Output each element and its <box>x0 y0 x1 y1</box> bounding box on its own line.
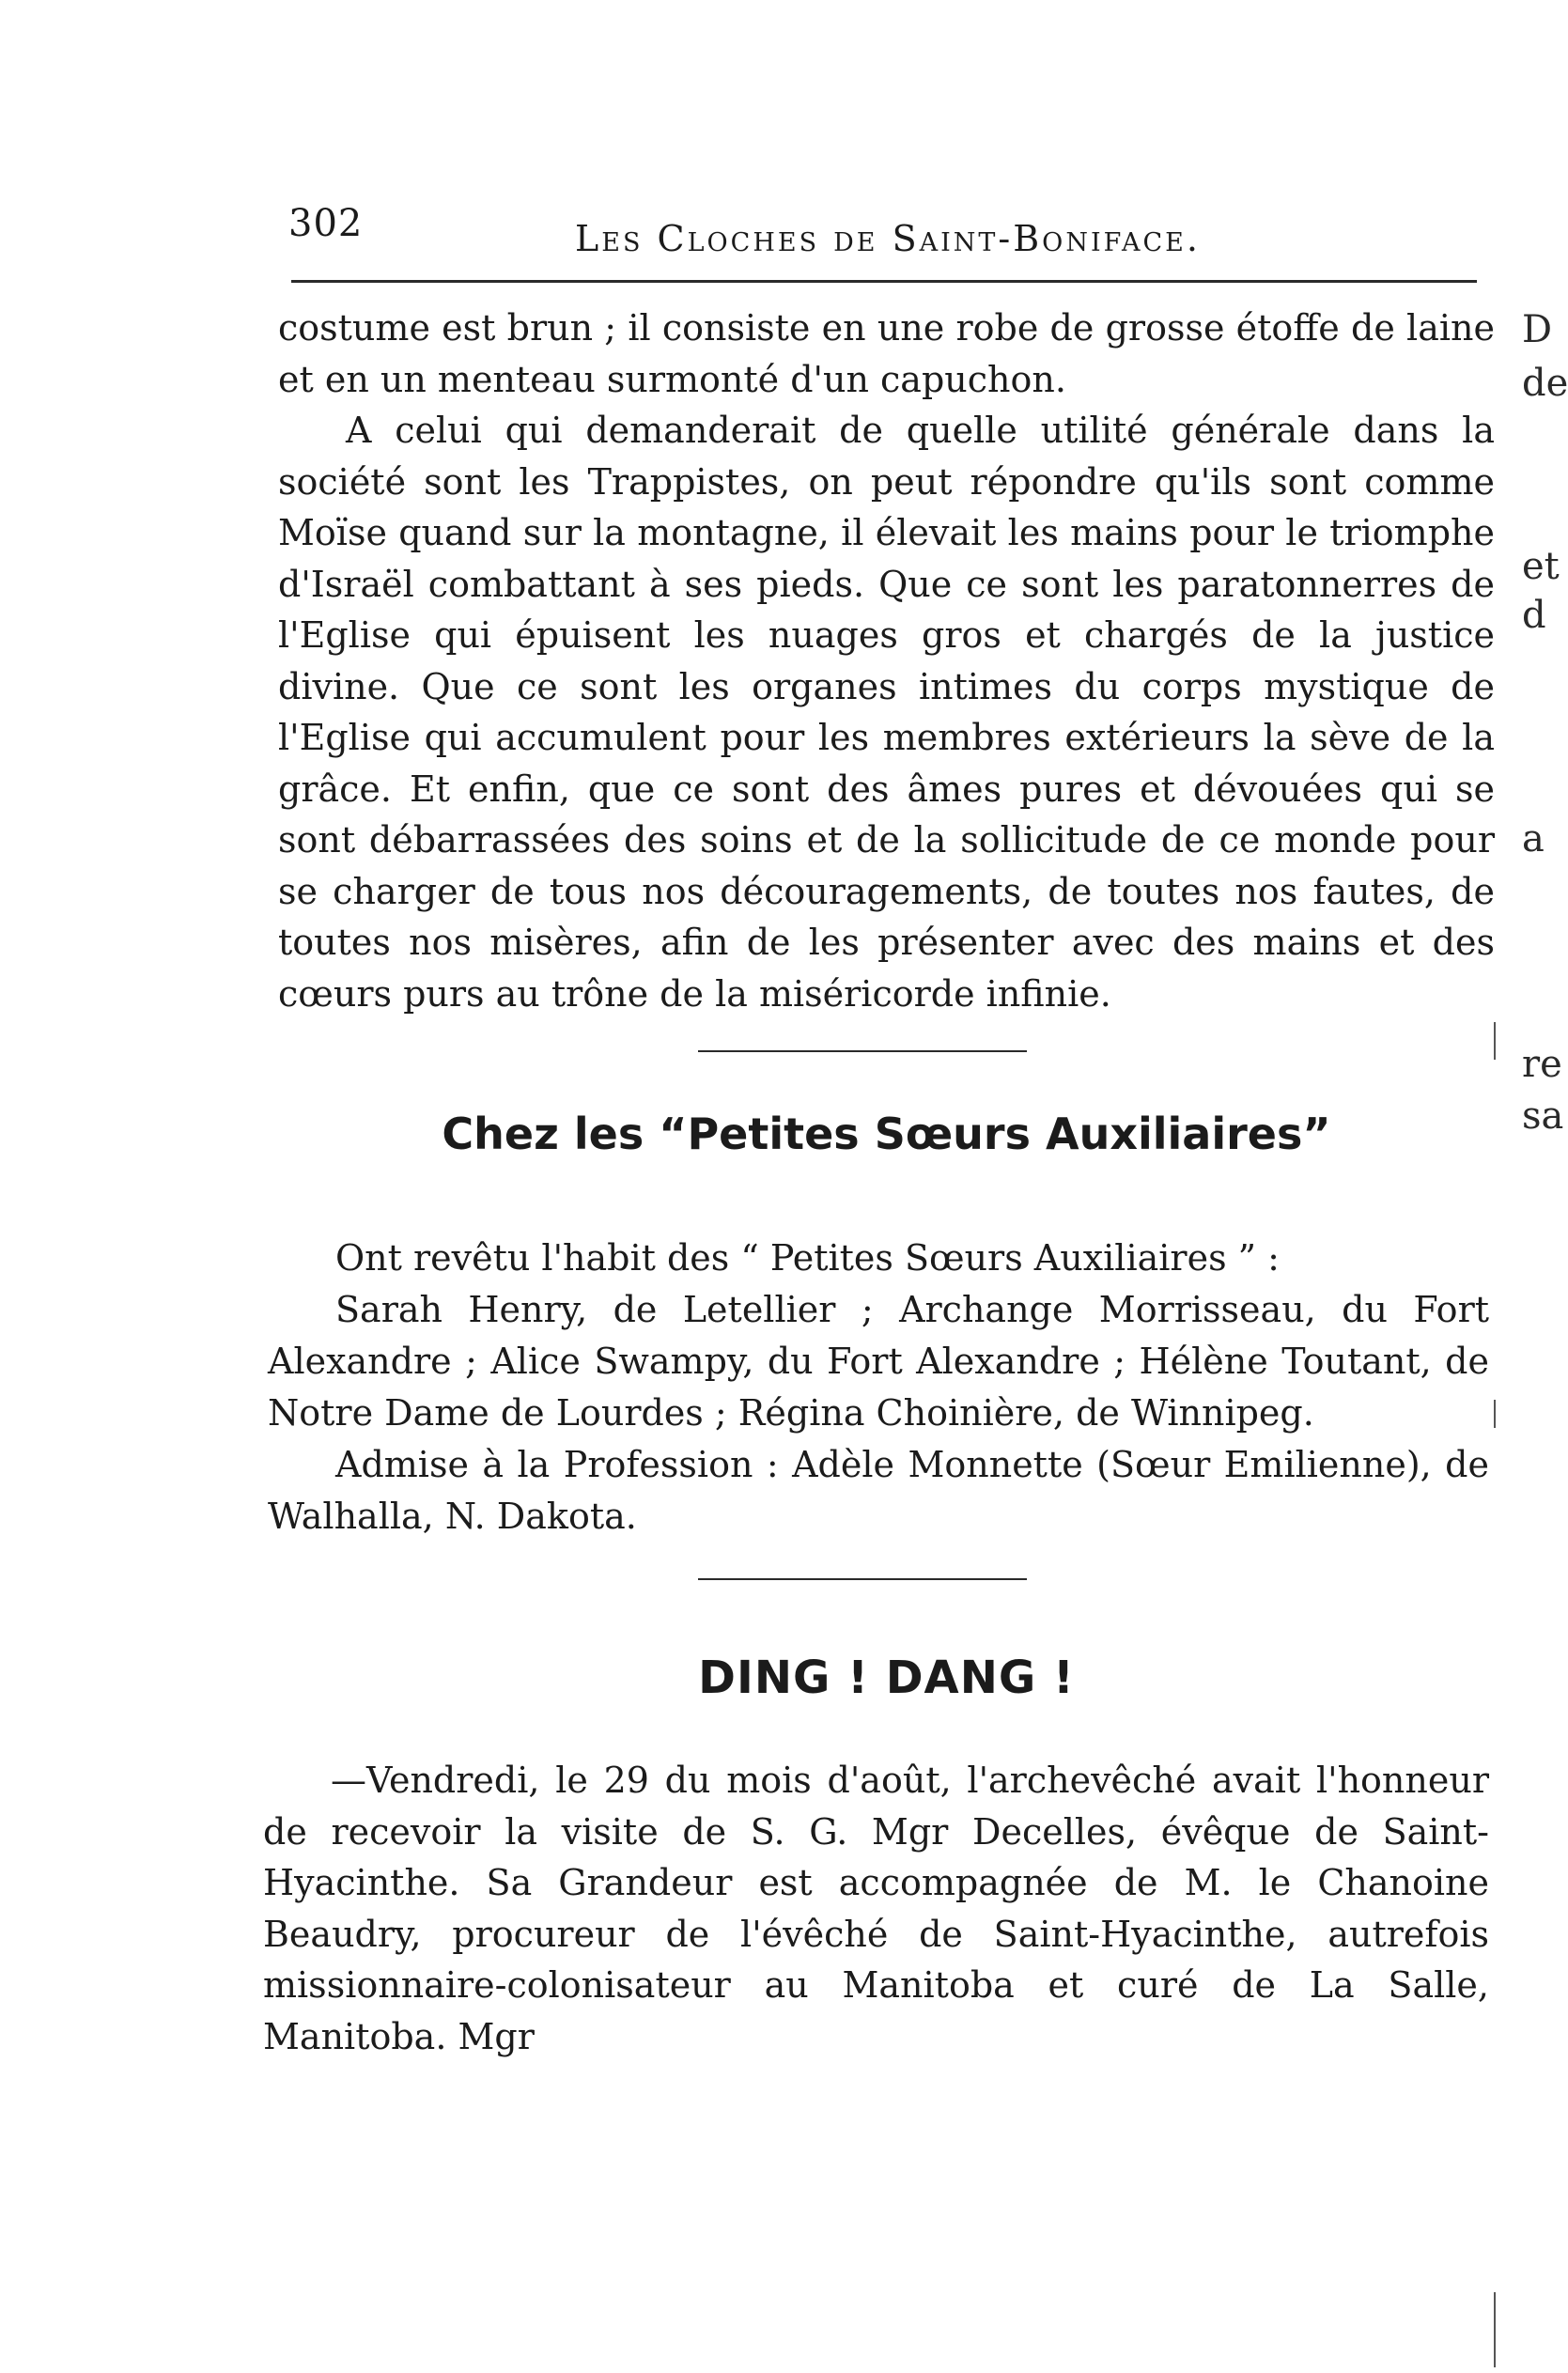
edge-fragment: d <box>1522 594 1546 637</box>
edge-fragment: re <box>1522 1043 1562 1086</box>
running-head: Les Cloches de Saint-Boniface. <box>575 218 1201 259</box>
paragraph: Sarah Henry, de Letellier ; Archange Morrisseau, du Fort Alexandre ; Alice Swampy, du Fort Alexandre ; Hélène Toutant, de Notre Dame de Lourdes ; Régina Choinière, de Winnipeg. <box>268 1289 1489 1434</box>
separator-rule <box>698 1578 1027 1580</box>
margin-mark <box>1494 2292 1496 2367</box>
section1-text <box>278 302 1495 1019</box>
edge-fragment: sa <box>1522 1094 1564 1138</box>
paragraph: A celui qui demanderait de quelle utilité générale dans la société sont les Trappistes, on peut répondre qu'ils sont comme Moïse quand sur la montagne, il élevait les mains pour le triomphe d'Israël combattant à ses pieds. Que ce sont les paratonnerres de l'Eglise qui épuisent les nuages gros et chargés de la justice divine. Que ce sont les organes intimes du corps mystique de l'Eglise qui accumulent pour les membres extérieurs la sève de la grâce. Et enfin, que ce sont des âmes pures et dévouées qui se sont débarrassées des soins et de la sollicitude de ce monde pour se charger de tous nos découragements, de toutes nos fautes, de toutes nos misères, afin de les présenter avec des mains et des cœurs purs au trône de la miséricorde infinie. <box>278 410 1495 1015</box>
paragraph: costume est brun ; il consiste en une robe de grosse étoffe de laine et en un menteau surmonté d'un capuchon. <box>278 307 1495 400</box>
section3-text <box>263 1755 1489 2062</box>
section2-text <box>268 1233 1489 1543</box>
page-number: 302 <box>288 202 364 245</box>
margin-mark <box>1494 1022 1496 1060</box>
edge-fragment: et <box>1522 545 1560 588</box>
margin-mark <box>1494 1400 1496 1428</box>
paragraph: Ont revêtu l'habit des “ Petites Sœurs Auxiliaires ” : <box>335 1237 1280 1279</box>
edge-fragment: a <box>1522 817 1545 861</box>
separator-rule <box>698 1050 1027 1052</box>
paragraph: —Vendredi, le 29 du mois d'août, l'archevêché avait l'honneur de recevoir la visite de S. G. Mgr Decelles, évêque de Saint-Hyacinthe. Sa Grandeur est accompagnée de M. le Chanoine Beaudry, procureur de l'évêché de Saint-Hyacinthe, autrefois missionnaire-colonisateur au Manitoba et curé de La Salle, Manitoba. Mgr <box>263 1760 1489 2057</box>
edge-fragment: de <box>1522 362 1568 405</box>
paragraph: Admise à la Profession : Adèle Monnette (Sœur Emilienne), de Walhalla, N. Dakota. <box>268 1444 1489 1537</box>
header-rule <box>291 280 1477 283</box>
section-heading: DING ! DANG ! <box>698 1652 1075 1704</box>
edge-fragment: D <box>1522 308 1553 351</box>
section-heading: Chez les “Petites Sœurs Auxiliaires” <box>442 1109 1331 1159</box>
